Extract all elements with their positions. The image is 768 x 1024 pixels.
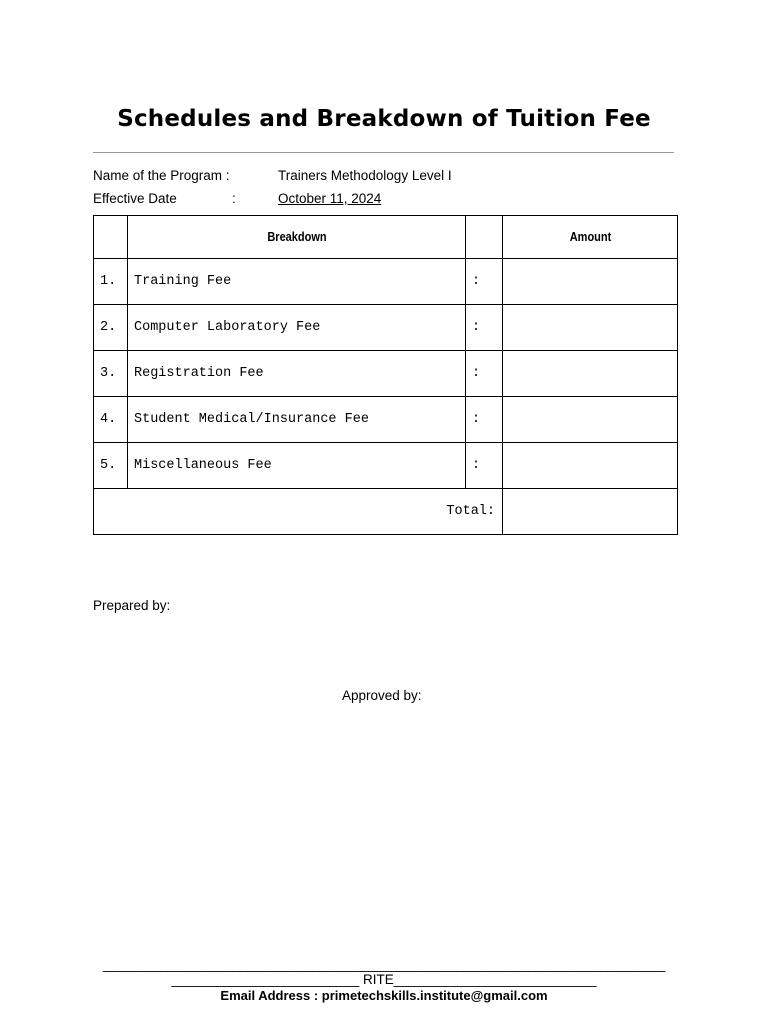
fee-label: Miscellaneous Fee xyxy=(128,443,466,489)
footer-rule: ______________________________________________________________________________ xyxy=(102,957,666,972)
effective-date-label: Effective Date xyxy=(93,191,177,206)
fee-breakdown-table xyxy=(93,215,678,535)
fee-label: Student Medical/Insurance Fee xyxy=(128,397,466,443)
header-breakdown: Breakdown xyxy=(148,216,445,259)
fee-label: Computer Laboratory Fee xyxy=(128,305,466,351)
effective-date-colon: : xyxy=(232,191,236,206)
table-row xyxy=(94,305,678,351)
document-title: Schedules and Breakdown of Tuition Fee xyxy=(117,106,651,132)
fee-amount xyxy=(503,443,678,489)
row-number: 5. xyxy=(94,443,128,489)
table-header-row xyxy=(94,216,678,259)
fee-colon: : xyxy=(466,443,503,489)
total-amount xyxy=(503,489,678,535)
title-divider xyxy=(93,152,674,153)
row-number: 4. xyxy=(94,397,128,443)
total-row xyxy=(94,489,678,535)
fee-colon: : xyxy=(466,259,503,305)
fee-label: Training Fee xyxy=(128,259,466,305)
prepared-by-label: Prepared by: xyxy=(93,598,171,613)
effective-date-value: October 11, 2024 xyxy=(278,191,382,206)
row-number: 2. xyxy=(94,305,128,351)
footer-email: Email Address : primetechskills.institute@gmail.com xyxy=(220,988,548,1003)
table-row xyxy=(94,351,678,397)
row-number: 1. xyxy=(94,259,128,305)
program-value: Trainers Methodology Level I xyxy=(278,168,452,183)
fee-colon: : xyxy=(466,397,503,443)
fee-amount xyxy=(503,305,678,351)
header-colon-cell xyxy=(468,216,501,259)
table-row xyxy=(94,259,678,305)
fee-colon: : xyxy=(466,305,503,351)
header-amount: Amount xyxy=(513,216,667,259)
approved-by-label: Approved by: xyxy=(342,688,422,703)
fee-amount xyxy=(503,259,678,305)
footer-rite-line: _________________________ RITE___________________________ xyxy=(171,972,597,987)
fee-amount xyxy=(503,351,678,397)
row-number: 3. xyxy=(94,351,128,397)
fee-label: Registration Fee xyxy=(128,351,466,397)
table-row xyxy=(94,443,678,489)
program-label: Name of the Program : xyxy=(93,168,230,183)
table-row xyxy=(94,397,678,443)
fee-colon: : xyxy=(466,351,503,397)
header-num-cell xyxy=(96,216,126,259)
fee-amount xyxy=(503,397,678,443)
total-label: Total: xyxy=(94,489,503,535)
